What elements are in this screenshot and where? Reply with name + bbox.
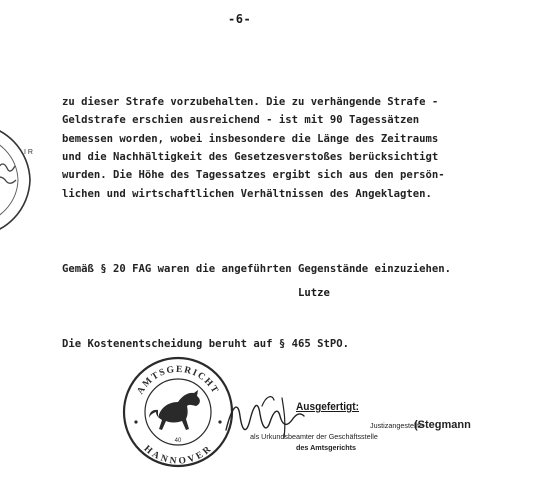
text-line: Die Kostenentscheidung beruht auf § 465 StPO. xyxy=(62,338,350,351)
official-name: (Stegmann xyxy=(414,419,471,431)
paragraph-sentencing xyxy=(62,93,537,203)
text-line: Geldstrafe erschien ausreichend - ist mit 90 Tagessätzen xyxy=(62,114,420,127)
text-line: bemessen worden, wobei insbesondere die Länge des Zeitraums xyxy=(62,132,439,145)
certification-line-1: Justizangestellte xyxy=(370,421,424,430)
svg-text:AMTSGERICHT xyxy=(136,365,221,396)
svg-text:HANNOVER xyxy=(142,444,215,467)
left-margin-stamp xyxy=(0,116,50,244)
paragraph-costs xyxy=(62,335,537,353)
court-seal xyxy=(122,356,234,468)
seal-number: 40 xyxy=(174,438,182,444)
judgment-body-text xyxy=(62,56,537,372)
text-line: zu dieser Strafe vorzubehalten. Die zu verhängende Strafe - xyxy=(62,95,439,108)
certification-block xyxy=(250,420,423,453)
text-line: und die Nachhältigkeit des Gesetzesverstoßes berücksichtigt xyxy=(62,151,439,164)
text-line: wurden. Die Höhe des Tagessatzes ergibt sich aus den persön- xyxy=(62,169,445,182)
certification-heading: Ausgefertigt: xyxy=(296,401,359,413)
text-line: Gemäß § 20 FAG waren die angeführten Gegenstände einzuziehen. xyxy=(62,263,452,276)
paragraph-confiscation xyxy=(62,260,537,278)
judge-name: Lutze xyxy=(298,287,330,299)
page-number: -6- xyxy=(228,12,252,26)
seal-top-text: AMTSGERICHT xyxy=(135,364,221,397)
certification-line-2: als Urkundsbeamter der Geschäftsstelle xyxy=(250,432,378,441)
left-stamp-letters: I R xyxy=(24,149,33,156)
seal-bottom-text: HANNOVER xyxy=(141,443,215,467)
horse-icon xyxy=(149,390,200,430)
text-line: lichen und wirtschaftlichen Verhältnissen des Angeklagten. xyxy=(62,187,432,200)
certification-line-3: des Amtsgerichts xyxy=(296,443,357,452)
